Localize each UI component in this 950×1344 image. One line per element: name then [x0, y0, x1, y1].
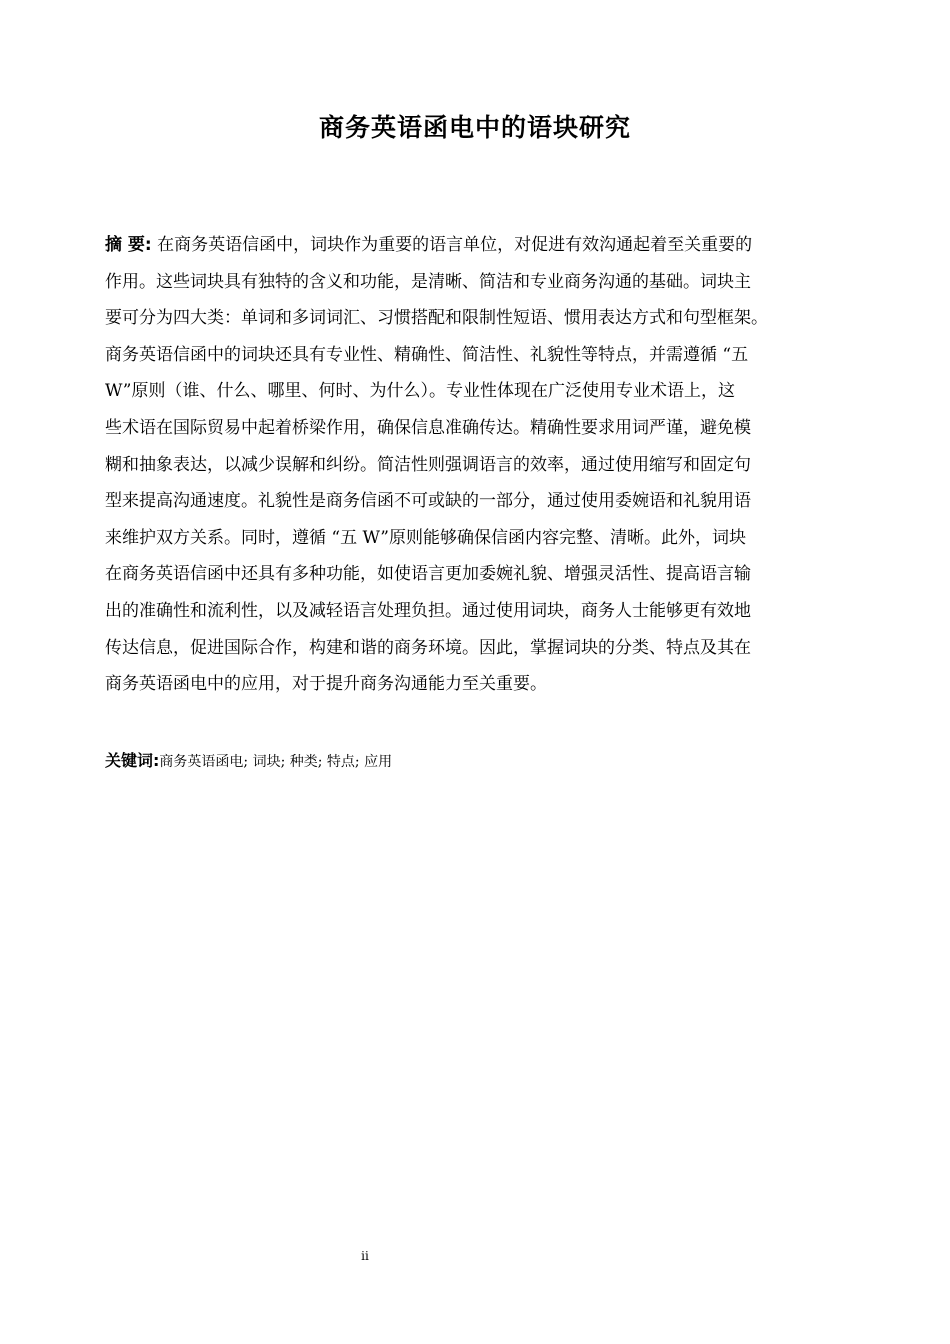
abstract-line: 来维护双方关系。同时，遵循 “五 W”原则能够确保信函内容完整、清晰。此外，词块 [105, 527, 746, 548]
keywords [105, 748, 845, 775]
abstract-line: 出的准确性和流利性，以及减轻语言处理负担。通过使用词块，商务人士能够更有效地 [105, 600, 751, 621]
document-title: 商务英语函电中的语块研究 [318, 113, 631, 142]
abstract-line: 商务英语信函中的词块还具有专业性、精确性、简洁性、礼貌性等特点，并需遵循 “五 [105, 344, 749, 365]
abstract-line: 型来提高沟通速度。礼貌性是商务信函不可或缺的一部分，通过使用委婉语和礼貌用语 [105, 491, 751, 512]
abstract-label: 摘 要: [105, 235, 152, 255]
page-number: ii [361, 1249, 369, 1263]
abstract-line: 糊和抽象表达，以减少误解和纠纷。简洁性则强调语言的效率，通过使用缩写和固定句 [105, 454, 751, 475]
abstract-line: 商务英语函电中的应用，对于提升商务沟通能力至关重要。 [105, 674, 547, 695]
keywords-label: 关键词: [105, 751, 160, 770]
abstract-line: 传达信息，促进国际合作，构建和谐的商务环境。因此，掌握词块的分类、特点及其在 [105, 637, 751, 658]
abstract-line: 作用。这些词块具有独特的含义和功能，是清晰、简洁和专业商务沟通的基础。词块主 [105, 271, 751, 292]
abstract-line: 要可分为四大类：单词和多词词汇、习惯搭配和限制性短语、惯用表达方式和句型框架。 [105, 308, 768, 329]
abstract-line [105, 227, 845, 264]
abstract-line: 在商务英语信函中还具有多种功能，如使语言更加委婉礼貌、增强灵活性、提高语言输 [105, 564, 751, 585]
abstract-line: 些术语在国际贸易中起着桥梁作用，确保信息准确传达。精确性要求用词严谨，避免模 [105, 417, 751, 438]
abstract-line: W”原则（谁、什么、哪里、何时、为什么）。专业性体现在广泛使用专业术语上，这 [105, 381, 735, 402]
keywords-text: 商务英语函电; 词块; 种类; 特点; 应用 [159, 754, 393, 770]
abstract-line-text: 在商务英语信函中，词块作为重要的语言单位，对促进有效沟通起着至关重要的 [151, 235, 753, 255]
abstract-paragraph [105, 227, 845, 703]
